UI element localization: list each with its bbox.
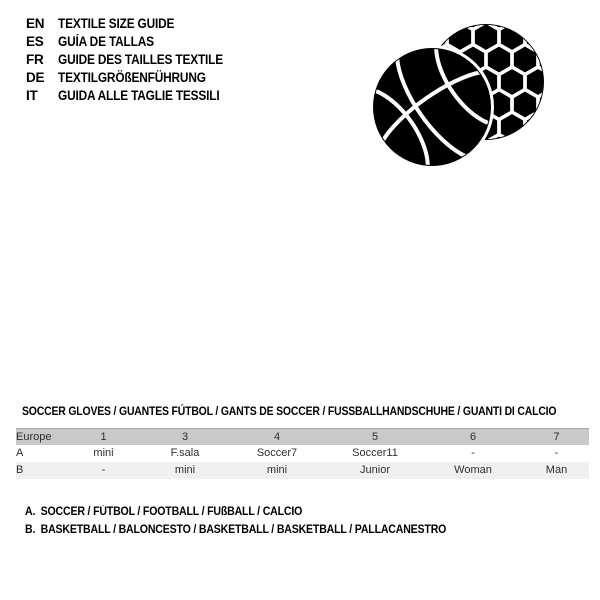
size-table-header-row <box>16 429 589 445</box>
row-a-cell-1: mini <box>93 447 114 459</box>
footnote-a-key: A. <box>25 506 36 518</box>
size-table <box>16 428 589 479</box>
language-title-list <box>26 14 246 104</box>
row-b-label: B <box>16 464 24 476</box>
lang-code-fr: FR <box>26 51 44 67</box>
row-a-label: A <box>16 447 24 459</box>
header-cell-size-6: 6 <box>422 429 524 445</box>
lang-code-de: DE <box>26 69 45 85</box>
table-row-a <box>16 445 589 462</box>
table-row-b <box>16 462 589 479</box>
row-b-cell-4: Junior <box>360 464 390 476</box>
header-cell-region: Europe <box>16 429 63 445</box>
header-cell-size-3: 3 <box>144 429 226 445</box>
header-cell-size-5: 5 <box>328 429 422 445</box>
lang-code-es: ES <box>26 33 44 49</box>
row-b-cell-3: mini <box>266 464 288 476</box>
row-a-cell-5: - <box>471 447 475 459</box>
lang-row-es <box>26 32 246 50</box>
lang-label-it: GUIDA ALLE TAGLIE TESSILI <box>58 87 220 103</box>
footnote-a <box>25 503 446 521</box>
header-cell-size-4: 4 <box>226 429 328 445</box>
lang-row-en <box>26 14 246 32</box>
footnote-b-text: BASKETBALL / BALONCESTO / BASKETBALL / BASKETBALL / PALLACANESTRO <box>40 524 447 536</box>
header-cell-size-7: 7 <box>524 429 589 445</box>
row-a-cell-6: - <box>554 447 559 459</box>
lang-label-en: TEXTILE SIZE GUIDE <box>58 15 175 31</box>
lang-label-es: GUÍA DE TALLAS <box>58 33 154 49</box>
header-cell-size-1: 1 <box>63 429 144 445</box>
row-a-cell-2: F.sala <box>170 447 200 459</box>
footnote-legend <box>25 503 483 539</box>
lang-label-fr: GUIDE DES TAILLES TEXTILE <box>58 51 224 67</box>
sports-balls-graphic <box>365 20 555 170</box>
lang-row-it <box>26 86 246 104</box>
row-b-cell-1: - <box>101 464 106 476</box>
row-b-cell-6: Man <box>545 464 568 476</box>
row-b-cell-2: mini <box>174 464 196 476</box>
footnote-a-text: SOCCER / FÚTBOL / FOOTBALL / FUßBALL / CALCIO <box>40 506 303 518</box>
lang-row-fr <box>26 50 246 68</box>
row-a-cell-3: Soccer7 <box>256 447 298 459</box>
footnote-b <box>25 521 446 539</box>
lang-code-it: IT <box>26 87 38 103</box>
footnote-b-key: B. <box>25 524 36 536</box>
row-a-cell-4: Soccer11 <box>352 447 398 459</box>
size-table-title: SOCCER GLOVES / GUANTES FÚTBOL / GANTS DE SOCCER / FUSSBALLHANDSCHUHE / GUANTI DI CALCIO <box>22 404 557 418</box>
lang-label-de: TEXTILGRÖßENFÜHRUNG <box>58 69 206 85</box>
row-b-cell-5: Woman <box>454 464 492 476</box>
lang-code-en: EN <box>26 15 45 31</box>
lang-row-de <box>26 68 246 86</box>
